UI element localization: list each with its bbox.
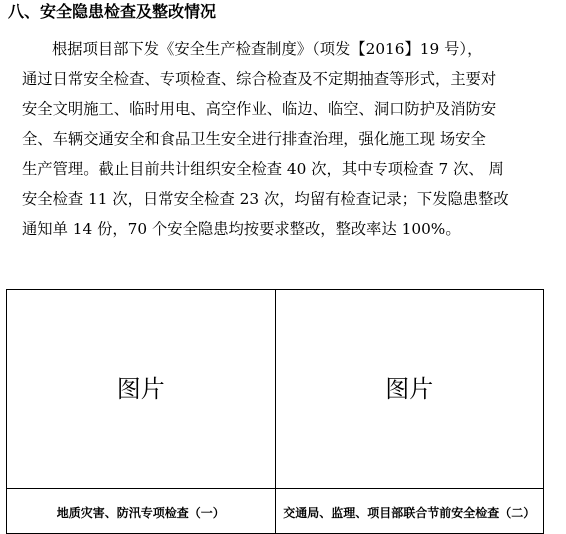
photo-cell-2 <box>275 290 544 489</box>
paragraph-line: 安全检查 11 次，日常安全检查 23 次，均留有检查记录；下发隐患整改 <box>22 190 509 208</box>
paragraph-line: 全、车辆交通安全和食品卫生安全进行排查治理，强化施工现 场安全 <box>22 130 486 148</box>
paragraph-line: 通过日常安全检查、专项检查、综合检查及不定期抽查等形式，主要对 <box>22 70 497 88</box>
paragraph-line: 根据项目部下发《安全生产检查制度》（项发【2016】19 号）， <box>52 40 483 58</box>
caption-cell-2 <box>275 489 544 534</box>
paragraph-line: 生产管理。截止目前共计组织安全检查 40 次，其中专项检查 7 次、 周 <box>22 160 504 178</box>
caption-cell-1 <box>7 489 276 534</box>
photo-placeholder-2: 图片 <box>385 375 434 403</box>
paragraph-line: 安全文明施工、临时用电、高空作业、临边、临空、洞口防护及消防安 <box>22 100 497 118</box>
caption-row <box>7 489 544 534</box>
photo-row <box>7 290 544 489</box>
photo-placeholder-1: 图片 <box>116 375 165 403</box>
photo-table <box>6 289 544 534</box>
section-heading: 八、安全隐患检查及整改情况 <box>8 2 217 21</box>
photo-cell-1 <box>7 290 276 489</box>
photo-caption-2: 交通局、监理、项目部联合节前安全检查（二） <box>283 505 536 520</box>
photo-caption-1: 地质灾害、防汛专项检查（一） <box>56 505 225 520</box>
section-paragraph <box>22 34 552 244</box>
paragraph-line: 通知单 14 份，70 个安全隐患均按要求整改，整改率达 100%。 <box>22 220 461 238</box>
